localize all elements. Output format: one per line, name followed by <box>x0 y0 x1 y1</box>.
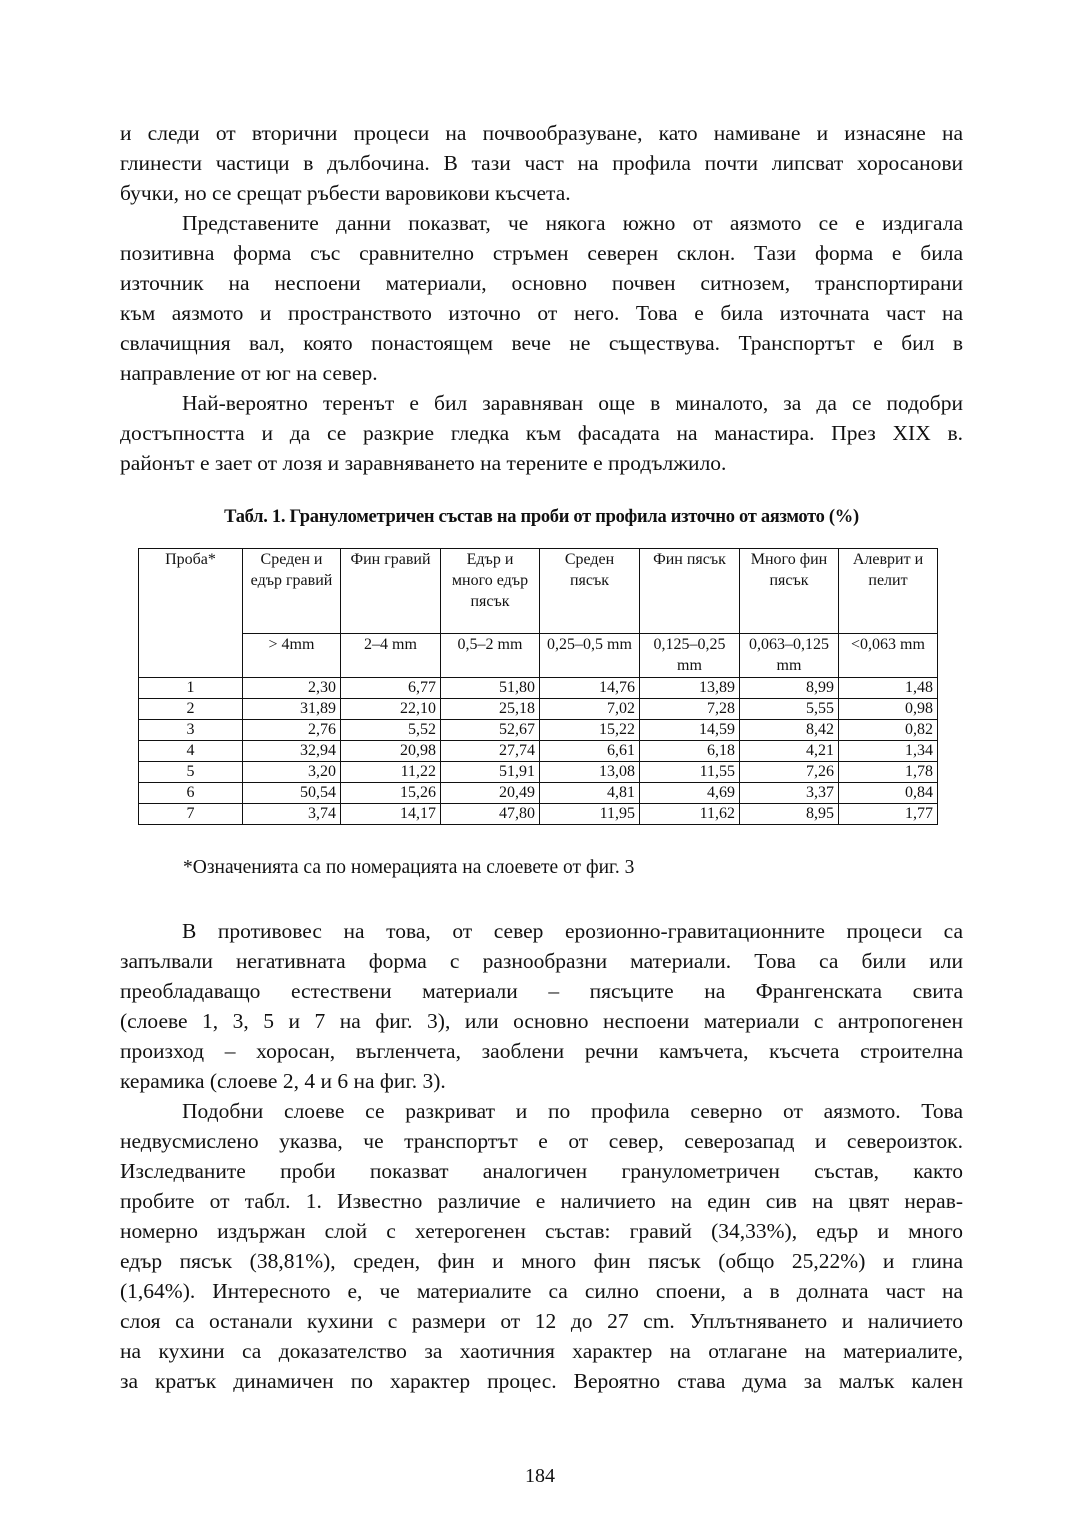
text-line: глинести частици в дълбочина. В тази част на профила почти липсват хоросанови <box>120 151 963 175</box>
text-line: (слоеве 1, 3, 5 и 7 на фиг. 3), или основно неспоени материали с антропогенен <box>120 1009 963 1033</box>
value-cell: 13,89 <box>640 678 740 699</box>
value-cell: 11,95 <box>540 804 640 825</box>
value-cell: 11,55 <box>640 762 740 783</box>
value-cell: 14,59 <box>640 720 740 741</box>
value-cell: 31,89 <box>243 699 341 720</box>
paragraph <box>120 208 963 388</box>
value-cell: 1,48 <box>839 678 938 699</box>
value-cell: 51,80 <box>441 678 540 699</box>
table-row <box>139 741 938 762</box>
text-line: Представените данни показват, че някога южно от аязмото се е издигала <box>182 211 963 235</box>
text-line: номерно издържан слой с хетерогенен състав: гравий (34,33%), едър и много <box>120 1219 963 1243</box>
value-cell: 15,26 <box>341 783 441 804</box>
value-cell: 25,18 <box>441 699 540 720</box>
text-line: керамика (слоеве 2, 4 и 6 на фиг. 3). <box>120 1069 446 1093</box>
text-line: и следи от вторични процеси на почвообразуване, като намиване и изнасяне на <box>120 121 963 145</box>
value-cell: 6,18 <box>640 741 740 762</box>
value-cell: 50,54 <box>243 783 341 804</box>
text-line: на кухини са доказателство за хаотичния характер на отлагане на материалите, <box>120 1339 963 1363</box>
column-header: Много фин пясък <box>740 549 839 634</box>
unit-header: 0,063–0,125 mm <box>740 634 839 678</box>
table-row <box>139 699 938 720</box>
column-header: Среден и едър гравий <box>243 549 341 634</box>
text-line: Подобни слоеве се разкриват и по профила северно от аязмото. Това <box>182 1099 963 1123</box>
value-cell: 20,98 <box>341 741 441 762</box>
table-header-row <box>139 549 938 634</box>
value-cell: 14,76 <box>540 678 640 699</box>
table-units-row <box>139 634 938 678</box>
value-cell: 20,49 <box>441 783 540 804</box>
value-cell: 6,61 <box>540 741 640 762</box>
column-header: Среден пясък <box>540 549 640 634</box>
value-cell: 2,30 <box>243 678 341 699</box>
table-row <box>139 678 938 699</box>
value-cell: 1,77 <box>839 804 938 825</box>
value-cell: 13,08 <box>540 762 640 783</box>
table-row <box>139 783 938 804</box>
value-cell: 3,74 <box>243 804 341 825</box>
sample-id-cell: 3 <box>139 720 243 741</box>
value-cell: 3,37 <box>740 783 839 804</box>
text-line: слоя са останали кухини с размери от 12 до 27 cm. Уплътняването и наличието <box>120 1309 963 1333</box>
value-cell: 5,55 <box>740 699 839 720</box>
value-cell: 0,82 <box>839 720 938 741</box>
value-cell: 8,95 <box>740 804 839 825</box>
value-cell: 27,74 <box>441 741 540 762</box>
text-line: позитивна форма със сравнително стръмен северен склон. Тази форма е била <box>120 241 963 265</box>
table-row <box>139 762 938 783</box>
text-line: направление от юг на север. <box>120 361 378 385</box>
unit-header: > 4mm <box>243 634 341 678</box>
text-line: едър пясък (38,81%), среден, фин и много фин пясък (общо 25,22%) и глина <box>120 1249 963 1273</box>
value-cell: 52,67 <box>441 720 540 741</box>
text-line: (1,64%). Интересното е, че материалите са силно споени, а в долната част на <box>120 1279 963 1303</box>
unit-header: 2–4 mm <box>341 634 441 678</box>
value-cell: 8,99 <box>740 678 839 699</box>
sample-id-cell: 4 <box>139 741 243 762</box>
value-cell: 22,10 <box>341 699 441 720</box>
text-line: Най-вероятно теренът е бил заравняван още в миналото, за да се подобри <box>182 391 963 415</box>
value-cell: 1,34 <box>839 741 938 762</box>
table-footnote: *Означенията са по номерацията на слоевете от фиг. 3 <box>183 857 635 878</box>
value-cell: 5,52 <box>341 720 441 741</box>
granulometry-table <box>138 548 938 825</box>
sample-id-cell: 7 <box>139 804 243 825</box>
text-line: запълвали негативната форма с разнообразни материали. Това са били или <box>120 949 963 973</box>
column-header: Фин пясък <box>640 549 740 634</box>
value-cell: 4,21 <box>740 741 839 762</box>
value-cell: 11,62 <box>640 804 740 825</box>
value-cell: 11,22 <box>341 762 441 783</box>
paragraph <box>120 388 963 478</box>
text-line: пробите от табл. 1. Известно различие е наличието на един сив на цвят нерав- <box>120 1189 963 1213</box>
value-cell: 7,02 <box>540 699 640 720</box>
text-line: недвусмислено указва, че транспортът е от север, северозапад и североизток. <box>120 1129 963 1153</box>
value-cell: 47,80 <box>441 804 540 825</box>
value-cell: 7,26 <box>740 762 839 783</box>
value-cell: 15,22 <box>540 720 640 741</box>
value-cell: 6,77 <box>341 678 441 699</box>
text-line: районът е зает от лозя и заравняването на терените е продължило. <box>120 451 727 475</box>
page-number: 184 <box>525 1465 555 1487</box>
paragraph <box>120 916 963 1096</box>
text-line: В противовес на това, от север ерозионно-гравитационните процеси са <box>182 919 963 943</box>
value-cell: 4,81 <box>540 783 640 804</box>
value-cell: 14,17 <box>341 804 441 825</box>
sample-id-cell: 2 <box>139 699 243 720</box>
unit-header: 0,25–0,5 mm <box>540 634 640 678</box>
paragraph <box>120 118 963 208</box>
paragraph <box>120 1096 963 1396</box>
column-header: Едър и много едър пясък <box>441 549 540 634</box>
column-header: Фин гравий <box>341 549 441 634</box>
unit-header: <0,063 mm <box>839 634 938 678</box>
table-row <box>139 804 938 825</box>
value-cell: 32,94 <box>243 741 341 762</box>
value-cell: 2,76 <box>243 720 341 741</box>
value-cell: 4,69 <box>640 783 740 804</box>
value-cell: 0,84 <box>839 783 938 804</box>
text-line: към аязмото и пространството източно от него. Това е била източната част на <box>120 301 963 325</box>
sample-id-cell: 5 <box>139 762 243 783</box>
value-cell: 51,91 <box>441 762 540 783</box>
unit-header: 0,5–2 mm <box>441 634 540 678</box>
text-line: Изследваните проби показват аналогичен гранулометричен състав, както <box>120 1159 963 1183</box>
value-cell: 7,28 <box>640 699 740 720</box>
value-cell: 0,98 <box>839 699 938 720</box>
text-line: за кратък динамичен по характер процес. Вероятно става дума за малък кален <box>120 1369 963 1393</box>
unit-header: 0,125–0,25 mm <box>640 634 740 678</box>
text-line: достъпността и да се разкрие гледка към фасадата на манастира. През XIX в. <box>120 421 963 445</box>
text-line: източник на неспоени материали, основно почвен ситнозем, транспортирани <box>120 271 963 295</box>
text-line: преобладаващо естествени материали – пясъците на Франгенската свита <box>120 979 963 1003</box>
column-header: Алеврит и пелит <box>839 549 938 634</box>
text-line: свлачищния вал, която понастоящем вече не съществува. Транспортът е бил в <box>120 331 963 355</box>
sample-id-cell: 6 <box>139 783 243 804</box>
table-caption: Табл. 1. Гранулометричен състав на проби от профила източно от аязмото (%) <box>224 507 859 527</box>
value-cell: 3,20 <box>243 762 341 783</box>
table-row <box>139 720 938 741</box>
value-cell: 1,78 <box>839 762 938 783</box>
value-cell: 8,42 <box>740 720 839 741</box>
text-line: бучки, но се срещат ръбести варовикови късчета. <box>120 181 571 205</box>
text-line: произход – хоросан, въгленчета, заоблени речни камъчета, късчета строителна <box>120 1039 963 1063</box>
sample-id-cell: 1 <box>139 678 243 699</box>
column-header: Проба* <box>139 549 243 678</box>
